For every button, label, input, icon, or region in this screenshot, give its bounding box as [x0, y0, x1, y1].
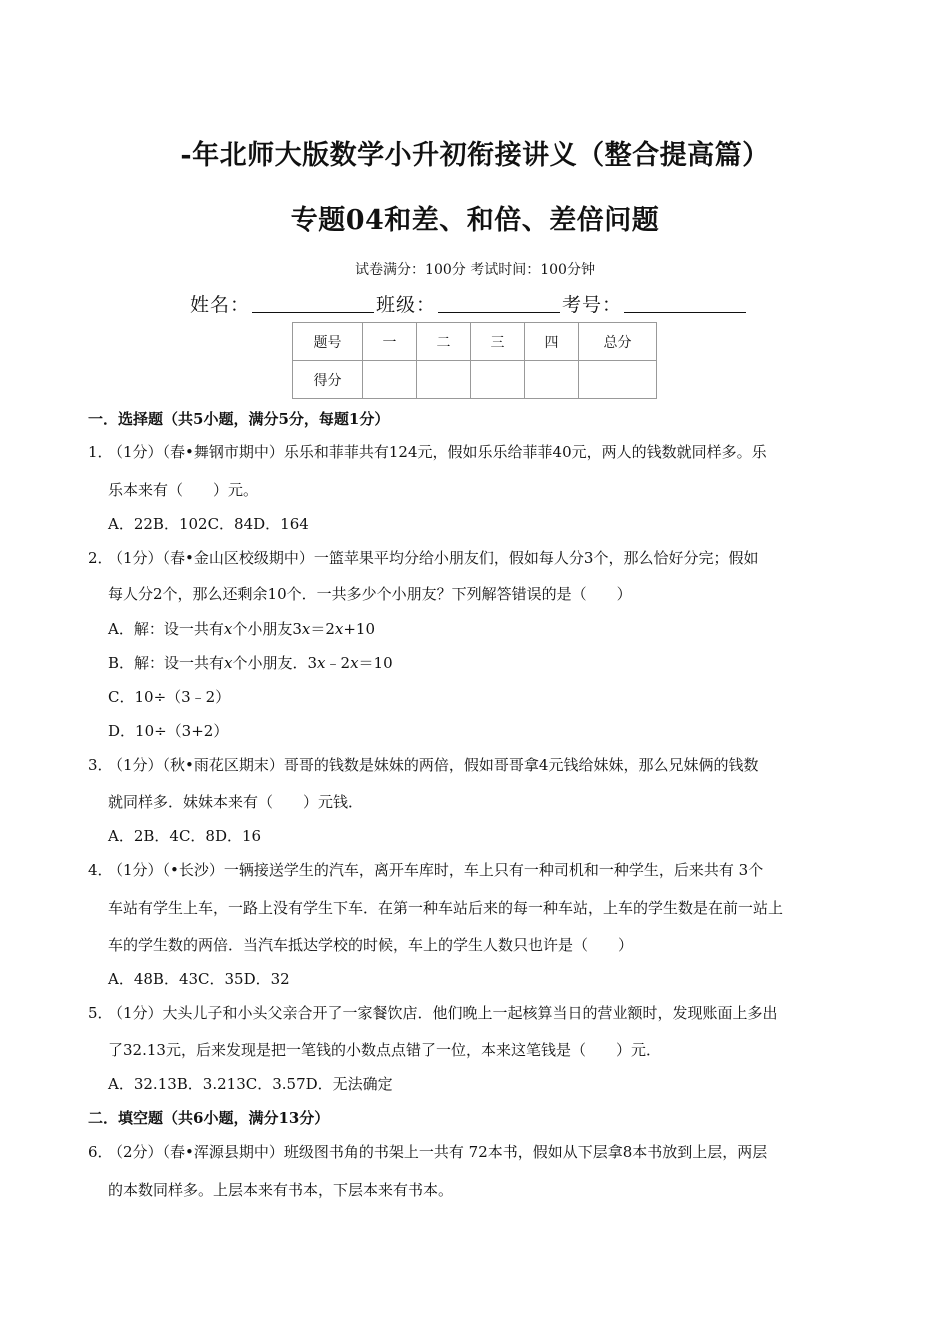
option-text: A．解：设一共有	[108, 620, 224, 638]
question-text-cont: 就同样多．妹妹本来有（ ）元钱．	[108, 793, 364, 811]
option-text: ＝2	[310, 620, 335, 638]
score-header-cell: 一	[363, 323, 417, 361]
variable: x	[224, 654, 233, 672]
option-text: +10	[343, 620, 375, 638]
question-text-cont: 乐本来有（ ）元。	[108, 481, 259, 499]
question-number: 6．	[88, 1143, 113, 1161]
name-label: 姓名：	[190, 294, 251, 316]
question-number: 1．	[88, 443, 113, 461]
document-subtitle: 专题04和差、和倍、差倍问题	[290, 205, 660, 236]
option-text: ＝10	[358, 654, 393, 672]
variable: x	[334, 620, 344, 638]
score-row-label: 得分	[293, 361, 363, 399]
class-blank[interactable]	[438, 294, 560, 313]
score-header-cell: 二	[417, 323, 471, 361]
question-number: 2．	[88, 549, 113, 567]
question-text: （2分）（春•浑源县期中）班级图书角的书架上一共有 72本书，假如从下层拿8本书放到上层，两层	[108, 1143, 768, 1161]
student-fields	[190, 290, 748, 317]
question-text-cont: 车站有学生上车，一路上没有学生下车．在第一种车站后来的每一种车站，上车的学生数是在前一站上	[108, 899, 784, 917]
question-6	[88, 1141, 767, 1162]
section-heading-fill: 二．填空题（共6小题，满分13分）	[88, 1109, 330, 1127]
question-5	[88, 1002, 778, 1023]
question-number: 4．	[88, 861, 113, 879]
score-cell[interactable]	[363, 361, 417, 399]
score-table-header-row	[293, 323, 657, 361]
id-label: 考号：	[562, 294, 623, 316]
option-text: B．解：设一共有	[108, 654, 225, 672]
question-3	[88, 754, 758, 775]
score-cell[interactable]	[525, 361, 579, 399]
question-text-cont: 每人分2个，那么还剩余10个．一共多少个小朋友？下列解答错误的是（ ）	[108, 585, 632, 603]
variable: x	[301, 620, 311, 638]
score-header-cell: 总分	[579, 323, 657, 361]
score-table-score-row	[293, 361, 657, 399]
question-number: 5．	[88, 1004, 113, 1022]
option-c: C．10÷（3﹣2）	[108, 688, 231, 706]
variable: x	[350, 654, 359, 672]
question-options: A．22B．102C．84D．164	[108, 515, 309, 533]
question-number: 3．	[88, 756, 113, 774]
option-text: 个小朋友．3	[232, 654, 318, 672]
question-options: A．32.13B．3.213C．3.57D．无法确定	[108, 1075, 393, 1093]
name-blank[interactable]	[252, 294, 374, 313]
variable: x	[223, 620, 233, 638]
question-options: A．2B．4C．8D．16	[108, 827, 262, 845]
question-text-cont: 的本数同样多。上层本来有书本，下层本来有书本。	[108, 1181, 454, 1199]
section-heading-choice: 一．选择题（共5小题，满分5分，每题1分）	[88, 410, 390, 428]
question-text: （1分）（春•舞钢市期中）乐乐和菲菲共有124元，假如乐乐给菲菲40元，两人的钱数就同样多。乐	[108, 443, 767, 461]
question-2	[88, 547, 758, 568]
question-text: （1分）（•长沙）一辆接送学生的汽车，离开车库时，车上只有一种司机和一种学生，后来共有 3个	[108, 861, 764, 879]
score-cell[interactable]	[417, 361, 471, 399]
document-title: -年北师大版数学小升初衔接讲义（整合提高篇）	[180, 140, 770, 171]
question-options: A．48B．43C．35D．32	[108, 970, 290, 988]
question-text: （1分）（秋•雨花区期末）哥哥的钱数是妹妹的两倍，假如哥哥拿4元钱给妹妹，那么兄妹俩的钱数	[108, 756, 759, 774]
option-text: ﹣2	[325, 654, 351, 672]
score-header-cell: 题号	[293, 323, 363, 361]
score-header-cell: 三	[471, 323, 525, 361]
class-label: 班级：	[376, 294, 437, 316]
question-text-cont: 车的学生数的两倍．当汽车抵达学校的时候，车上的学生人数只也许是（ ）	[108, 936, 634, 954]
question-text: （1分）大头儿子和小头父亲合开了一家餐饮店．他们晚上一起核算当日的营业额时，发现账面上多出	[108, 1004, 778, 1022]
exam-info: 试卷满分：100分 考试时间：100分钟	[355, 262, 595, 278]
score-cell[interactable]	[471, 361, 525, 399]
question-text-cont: 了32.13元，后来发现是把一笔钱的小数点点错了一位，本来这笔钱是（ ）元．	[108, 1041, 661, 1059]
option-d: D．10÷（3+2）	[108, 722, 229, 740]
score-table	[292, 322, 657, 399]
question-1	[88, 441, 767, 462]
option-text: 个小朋友3	[232, 620, 302, 638]
id-blank[interactable]	[624, 294, 746, 313]
score-cell[interactable]	[579, 361, 657, 399]
option-b	[108, 652, 393, 673]
option-a	[108, 618, 375, 639]
variable: x	[317, 654, 326, 672]
question-text: （1分）（春•金山区校级期中）一篮苹果平均分给小朋友们，假如每人分3个，那么恰好分完；假如	[108, 549, 759, 567]
score-header-cell: 四	[525, 323, 579, 361]
question-4	[88, 859, 763, 880]
